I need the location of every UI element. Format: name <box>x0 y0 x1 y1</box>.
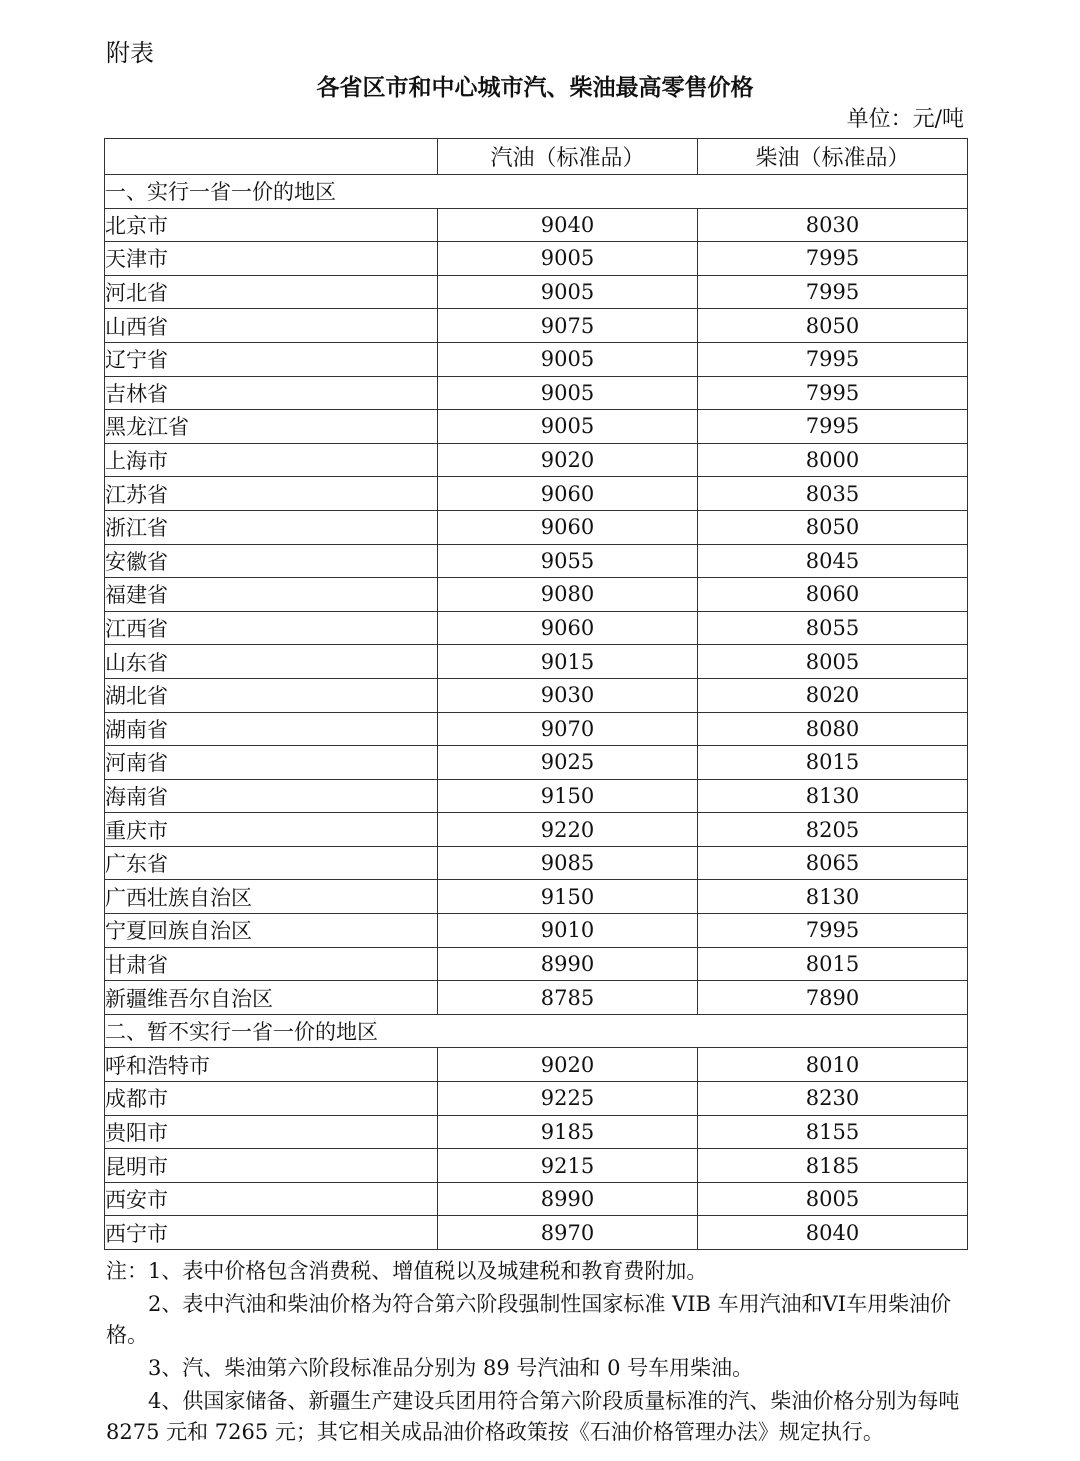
region-cell: 宁夏回族自治区 <box>105 914 438 948</box>
diesel-price-cell: 8155 <box>698 1115 968 1149</box>
gasoline-price-cell: 9015 <box>438 645 698 679</box>
table-row <box>105 1149 968 1183</box>
region-cell: 浙江省 <box>105 510 438 544</box>
table-row <box>105 947 968 981</box>
region-cell: 山东省 <box>105 645 438 679</box>
note-3: 3、汽、柴油第六阶段标准品分别为 89 号汽油和 0 号车用柴油。 <box>148 1356 754 1380</box>
table-row <box>105 678 968 712</box>
gasoline-price-cell: 9085 <box>438 846 698 880</box>
diesel-price-cell: 8050 <box>698 510 968 544</box>
notes <box>106 1256 966 1448</box>
region-cell: 吉林省 <box>105 376 438 410</box>
gasoline-price-cell: 9020 <box>438 443 698 477</box>
gasoline-price-cell: 9225 <box>438 1082 698 1116</box>
diesel-price-cell: 8050 <box>698 309 968 343</box>
unit-label: 单位：元/吨 <box>846 107 964 132</box>
gasoline-price-cell: 9075 <box>438 309 698 343</box>
table-row <box>105 914 968 948</box>
table-row <box>105 1115 968 1149</box>
gasoline-price-cell: 9150 <box>438 880 698 914</box>
gasoline-price-cell: 8785 <box>438 981 698 1015</box>
gasoline-price-cell: 9020 <box>438 1048 698 1082</box>
region-cell: 呼和浩特市 <box>105 1048 438 1082</box>
diesel-price-cell: 8055 <box>698 611 968 645</box>
table-row <box>105 477 968 511</box>
diesel-price-cell: 8020 <box>698 678 968 712</box>
table-body <box>105 175 968 1250</box>
table-row <box>105 712 968 746</box>
diesel-price-cell: 8035 <box>698 477 968 511</box>
region-cell: 昆明市 <box>105 1149 438 1183</box>
appendix-label: 附表 <box>106 39 154 67</box>
note-4: 4、供国家储备、新疆生产建设兵团用符合第六阶段质量标准的汽、柴油价格分别为每吨 8275 元和 7265 元；其它相关成品油价格政策按《石油价格管理办法》规定执行。 <box>106 1389 960 1444</box>
table-row <box>105 1048 968 1082</box>
region-cell: 北京市 <box>105 208 438 242</box>
region-cell: 福建省 <box>105 578 438 612</box>
region-cell: 山西省 <box>105 309 438 343</box>
region-cell: 成都市 <box>105 1082 438 1116</box>
note-1: 注：1、表中价格包含消费税、增值税以及城建税和教育费附加。 <box>106 1259 708 1283</box>
gasoline-price-cell: 9005 <box>438 242 698 276</box>
region-cell: 安徽省 <box>105 544 438 578</box>
gasoline-price-cell: 9005 <box>438 410 698 444</box>
diesel-price-cell: 8015 <box>698 947 968 981</box>
diesel-price-cell: 8015 <box>698 746 968 780</box>
diesel-price-cell: 7995 <box>698 914 968 948</box>
diesel-price-cell: 7995 <box>698 242 968 276</box>
diesel-price-cell: 8030 <box>698 208 968 242</box>
table-row <box>105 275 968 309</box>
gasoline-price-cell: 9080 <box>438 578 698 612</box>
table-row <box>105 645 968 679</box>
gasoline-price-cell: 9055 <box>438 544 698 578</box>
gasoline-price-cell: 9010 <box>438 914 698 948</box>
diesel-price-cell: 8060 <box>698 578 968 612</box>
gasoline-price-cell: 8970 <box>438 1216 698 1250</box>
diesel-price-cell: 8065 <box>698 846 968 880</box>
page-title: 各省区市和中心城市汽、柴油最高零售价格 <box>316 74 754 101</box>
region-cell: 江西省 <box>105 611 438 645</box>
table-row <box>105 208 968 242</box>
table-row <box>105 846 968 880</box>
region-cell: 湖南省 <box>105 712 438 746</box>
price-table <box>104 138 968 1250</box>
region-cell: 黑龙江省 <box>105 410 438 444</box>
table-row <box>105 443 968 477</box>
gasoline-price-cell: 9040 <box>438 208 698 242</box>
diesel-price-cell: 8230 <box>698 1082 968 1116</box>
table-row <box>105 981 968 1015</box>
table-row <box>105 1082 968 1116</box>
region-cell: 河北省 <box>105 275 438 309</box>
region-cell: 新疆维吾尔自治区 <box>105 981 438 1015</box>
diesel-price-cell: 8185 <box>698 1149 968 1183</box>
table-row <box>105 1182 968 1216</box>
gasoline-price-cell: 9215 <box>438 1149 698 1183</box>
table-row <box>105 578 968 612</box>
diesel-price-cell: 8040 <box>698 1216 968 1250</box>
region-cell: 江苏省 <box>105 477 438 511</box>
region-cell: 广东省 <box>105 846 438 880</box>
gasoline-price-cell: 9030 <box>438 678 698 712</box>
diesel-price-cell: 8130 <box>698 880 968 914</box>
diesel-price-cell: 8045 <box>698 544 968 578</box>
gasoline-price-cell: 9005 <box>438 376 698 410</box>
table-row <box>105 376 968 410</box>
diesel-price-cell: 8130 <box>698 779 968 813</box>
table-row <box>105 510 968 544</box>
table-row <box>105 880 968 914</box>
region-cell: 西宁市 <box>105 1216 438 1250</box>
section-title: 二、暂不实行一省一价的地区 <box>105 1014 968 1048</box>
table-row <box>105 1216 968 1250</box>
region-cell: 湖北省 <box>105 678 438 712</box>
gasoline-price-cell: 9060 <box>438 477 698 511</box>
table-row <box>105 611 968 645</box>
diesel-price-cell: 8000 <box>698 443 968 477</box>
header-region <box>105 139 438 175</box>
diesel-price-cell: 7995 <box>698 342 968 376</box>
region-cell: 西安市 <box>105 1182 438 1216</box>
diesel-price-cell: 8005 <box>698 1182 968 1216</box>
table-row <box>105 342 968 376</box>
diesel-price-cell: 8005 <box>698 645 968 679</box>
gasoline-price-cell: 9005 <box>438 342 698 376</box>
region-cell: 甘肃省 <box>105 947 438 981</box>
region-cell: 上海市 <box>105 443 438 477</box>
diesel-price-cell: 7995 <box>698 376 968 410</box>
diesel-price-cell: 7995 <box>698 275 968 309</box>
gasoline-price-cell: 9005 <box>438 275 698 309</box>
table-row <box>105 813 968 847</box>
gasoline-price-cell: 9185 <box>438 1115 698 1149</box>
note-2: 2、表中汽油和柴油价格为符合第六阶段强制性国家标准 VIB 车用汽油和VI车用柴油价格。 <box>106 1292 952 1347</box>
gasoline-price-cell: 8990 <box>438 1182 698 1216</box>
region-cell: 重庆市 <box>105 813 438 847</box>
section-row <box>105 1014 968 1048</box>
region-cell: 广西壮族自治区 <box>105 880 438 914</box>
table-row <box>105 779 968 813</box>
region-cell: 海南省 <box>105 779 438 813</box>
gasoline-price-cell: 9150 <box>438 779 698 813</box>
diesel-price-cell: 7995 <box>698 410 968 444</box>
header-gasoline: 汽油（标准品） <box>438 139 698 175</box>
table-row <box>105 309 968 343</box>
table-row <box>105 746 968 780</box>
gasoline-price-cell: 9220 <box>438 813 698 847</box>
gasoline-price-cell: 9070 <box>438 712 698 746</box>
gasoline-price-cell: 9025 <box>438 746 698 780</box>
table-row <box>105 242 968 276</box>
region-cell: 河南省 <box>105 746 438 780</box>
diesel-price-cell: 8205 <box>698 813 968 847</box>
table-row <box>105 410 968 444</box>
region-cell: 辽宁省 <box>105 342 438 376</box>
section-title: 一、实行一省一价的地区 <box>105 175 968 209</box>
diesel-price-cell: 8010 <box>698 1048 968 1082</box>
gasoline-price-cell: 9060 <box>438 510 698 544</box>
region-cell: 贵阳市 <box>105 1115 438 1149</box>
diesel-price-cell: 8080 <box>698 712 968 746</box>
table-header-row <box>105 139 968 175</box>
gasoline-price-cell: 9060 <box>438 611 698 645</box>
header-diesel: 柴油（标准品） <box>698 139 968 175</box>
gasoline-price-cell: 8990 <box>438 947 698 981</box>
region-cell: 天津市 <box>105 242 438 276</box>
diesel-price-cell: 7890 <box>698 981 968 1015</box>
section-row <box>105 175 968 209</box>
table-row <box>105 544 968 578</box>
